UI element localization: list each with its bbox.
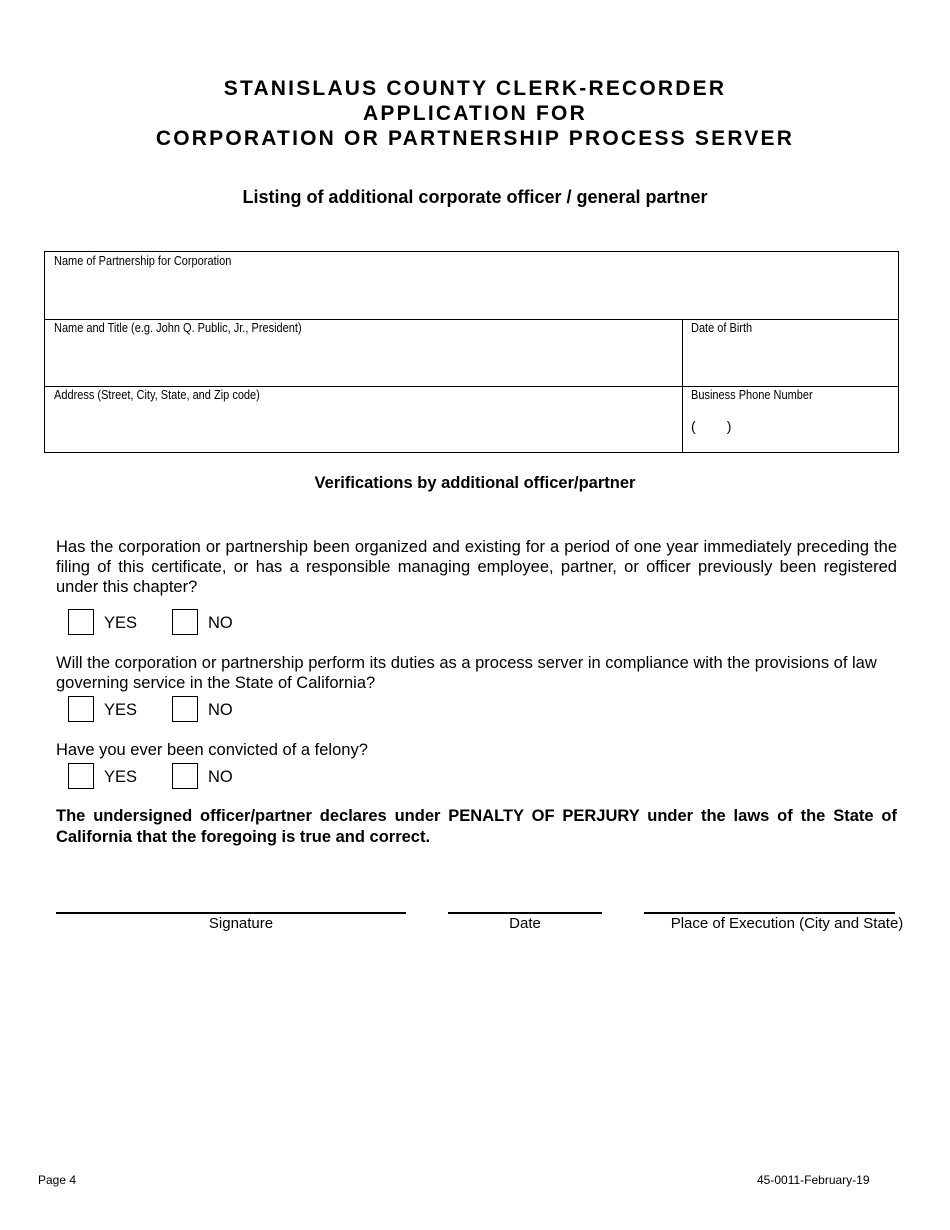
business-phone-label: Business Phone Number [691, 388, 813, 402]
question-2: Will the corporation or partnership perform its duties as a process server in compliance with the provisions of law governing service in the State of California? [56, 654, 877, 692]
page-subtitle: Listing of additional corporate officer / general partner [242, 187, 708, 207]
signature-label: Signature [208, 915, 274, 932]
partnership-name-field[interactable] [45, 252, 900, 319]
q1-yes-checkbox[interactable] [68, 609, 94, 635]
q3-no-checkbox[interactable] [172, 763, 198, 789]
form-code: 45-0011-February-19 [757, 1173, 870, 1187]
verifications-heading: Verifications by additional officer/partner [314, 474, 636, 492]
title-line-1: STANISLAUS COUNTY CLERK-RECORDER [223, 77, 727, 100]
page-number: Page 4 [38, 1173, 77, 1187]
address-field[interactable] [45, 387, 682, 453]
q3-no-label: NO [208, 768, 233, 786]
officer-info-form [44, 251, 899, 453]
date-of-birth-field[interactable] [683, 320, 899, 386]
place-of-execution-line[interactable] [644, 912, 895, 914]
partnership-name-label: Name of Partnership for Corporation [54, 254, 232, 268]
q2-no-checkbox[interactable] [172, 696, 198, 722]
question-1: Has the corporation or partnership been organized and existing for a period of one year immediately preceding the filing of this certificate, or has a responsible managing employee, partner, or officer previously been registered under this chapter? [56, 538, 897, 596]
title-line-3: CORPORATION OR PARTNERSHIP PROCESS SERVER [155, 127, 795, 150]
q3-yes-checkbox[interactable] [68, 763, 94, 789]
date-label: Date [509, 915, 541, 932]
signature-line[interactable] [56, 912, 406, 914]
q3-yes-label: YES [104, 768, 138, 786]
name-title-field[interactable] [45, 320, 682, 386]
area-code-parens: ( ) [691, 418, 732, 434]
address-label: Address (Street, City, State, and Zip code) [54, 388, 260, 402]
business-phone-field[interactable] [683, 387, 899, 453]
place-of-execution-label: Place of Execution (City and State) [670, 915, 904, 932]
question-3: Have you ever been convicted of a felony? [56, 741, 368, 759]
date-line[interactable] [448, 912, 602, 914]
title-line-2: APPLICATION FOR [363, 102, 587, 125]
q1-no-checkbox[interactable] [172, 609, 198, 635]
perjury-declaration: The undersigned officer/partner declares under PENALTY OF PERJURY under the laws of the State of California that the foregoing is true and correct. [56, 807, 897, 846]
q2-yes-checkbox[interactable] [68, 696, 94, 722]
q2-no-label: NO [208, 701, 233, 719]
date-of-birth-label: Date of Birth [691, 321, 753, 335]
name-title-label: Name and Title (e.g. John Q. Public, Jr., President) [54, 321, 302, 335]
q2-yes-label: YES [104, 701, 138, 719]
q1-no-label: NO [208, 614, 233, 632]
q1-yes-label: YES [104, 614, 138, 632]
